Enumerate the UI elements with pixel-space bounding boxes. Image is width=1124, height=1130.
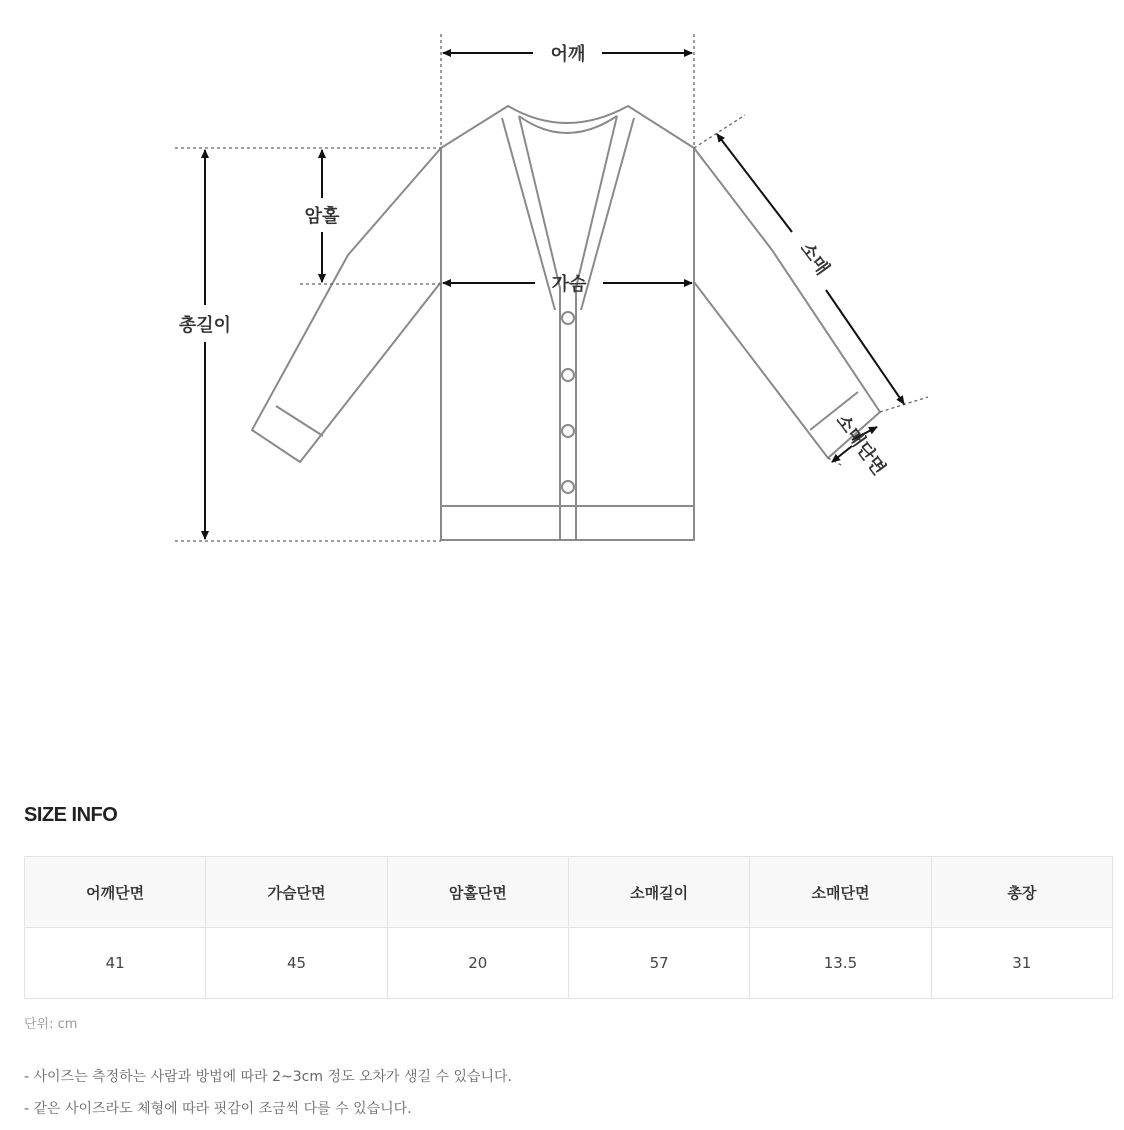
size-table: [24, 856, 1113, 999]
header-total-length: 총장: [931, 857, 1112, 928]
label-sleeve-cuff: 소매단면: [831, 410, 890, 480]
value-chest: 45: [206, 928, 387, 999]
cuff-arrow-lower: [832, 446, 852, 462]
value-total-length: 31: [931, 928, 1112, 999]
label-shoulder: 어깨: [550, 44, 586, 65]
value-sleeve-cuff: 13.5: [750, 928, 931, 999]
button-3: [562, 425, 574, 437]
button-4: [562, 481, 574, 493]
label-sleeve: 소매: [795, 238, 834, 280]
value-shoulder: 41: [25, 928, 206, 999]
size-notes: [24, 1066, 512, 1130]
header-shoulder: 어깨단면: [25, 857, 206, 928]
size-info-title: SIZE INFO: [24, 804, 118, 826]
header-sleeve-cuff: 소매단면: [750, 857, 931, 928]
value-sleeve-length: 57: [568, 928, 749, 999]
label-total-length: 총길이: [178, 315, 232, 336]
header-armhole: 암홀단면: [387, 857, 568, 928]
label-chest: 가슴: [551, 274, 587, 295]
header-chest: 가슴단면: [206, 857, 387, 928]
button-2: [562, 369, 574, 381]
note-item: - 같은 사이즈라도 체형에 따라 핏감이 조금씩 다를 수 있습니다.: [24, 1101, 412, 1117]
value-armhole: 20: [387, 928, 568, 999]
size-table-row: [25, 928, 1113, 999]
sleeve-arrow-top: [717, 134, 792, 232]
button-1: [562, 312, 574, 324]
note-item: - 사이즈는 측정하는 사람과 방법에 따라 2~3cm 정도 오차가 생길 수 있습니다.: [24, 1069, 513, 1085]
label-armhole: 암홀: [304, 206, 340, 227]
unit-note: 단위: cm: [24, 1017, 78, 1032]
header-sleeve-length: 소매길이: [568, 857, 749, 928]
size-table-header-row: [25, 857, 1113, 928]
